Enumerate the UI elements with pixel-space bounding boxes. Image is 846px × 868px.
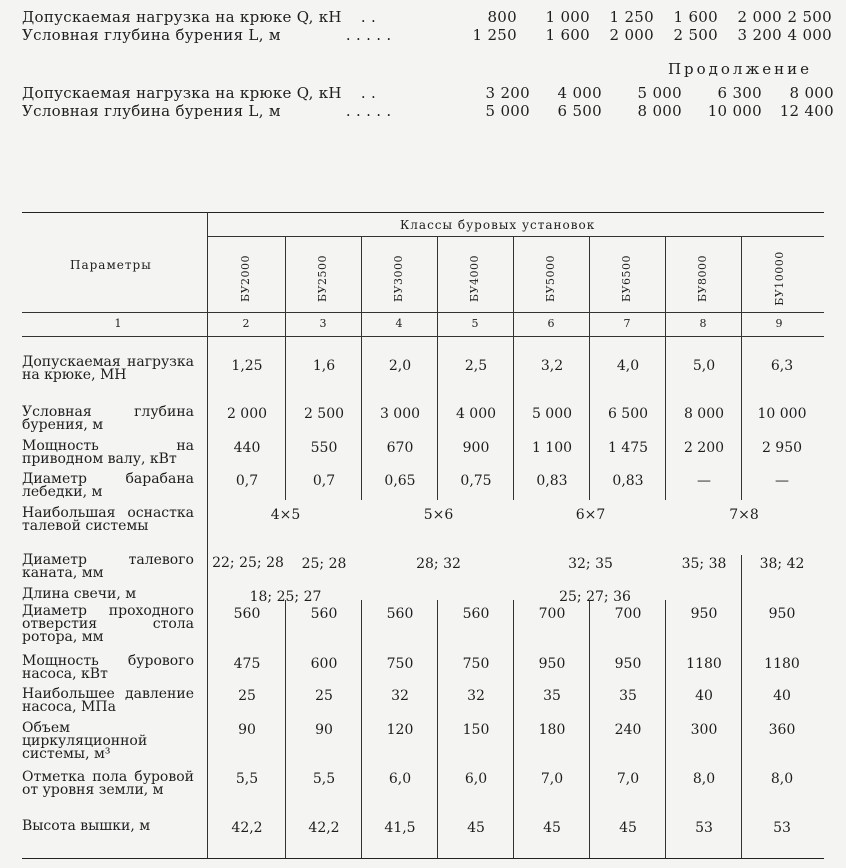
table-cell: 6,0 bbox=[388, 771, 412, 787]
header-rule bbox=[22, 312, 824, 313]
col-divider bbox=[285, 600, 286, 858]
param-rope: Диаметр талевого каната, мм bbox=[22, 552, 194, 581]
table-cell: 950 bbox=[614, 656, 642, 672]
table-cell: 1 475 bbox=[607, 440, 649, 456]
intro-row-label: Условная глубина бурения L, м bbox=[22, 102, 281, 120]
table-cell: 3,2 bbox=[540, 358, 564, 374]
table-cell: 750 bbox=[462, 656, 490, 672]
table-cell: 22; 25; 28 bbox=[212, 555, 284, 571]
table-cell-merged: 4×5 bbox=[270, 507, 301, 523]
table-cell: 10 000 bbox=[757, 406, 807, 422]
table-cell: 150 bbox=[462, 722, 490, 738]
col-divider bbox=[513, 236, 514, 336]
class-label: БУ2500 bbox=[316, 254, 330, 302]
table-cell: 240 bbox=[614, 722, 642, 738]
intro-row-dots: . . . . . bbox=[345, 26, 392, 44]
col-divider bbox=[589, 336, 590, 500]
param-load: Допускаемая нагрузка на крюке, МН bbox=[22, 354, 194, 383]
table-cell: 45 bbox=[467, 820, 485, 836]
table-cell: 0,7 bbox=[235, 473, 259, 489]
intro-row-label: Допускаемая нагрузка на крюке Q, кН bbox=[22, 84, 342, 102]
table-cell: 42,2 bbox=[308, 820, 340, 836]
classes-rule bbox=[207, 236, 824, 237]
intro2-row-load bbox=[22, 84, 834, 102]
class-label: БУ8000 bbox=[696, 254, 710, 302]
table-cell: 40 bbox=[695, 688, 713, 704]
column-number: 8 bbox=[699, 317, 707, 330]
table-cell: 550 bbox=[310, 440, 338, 456]
param-pump-pressure: Наибольшее давление насоса, МПа bbox=[22, 686, 194, 715]
param-depth: Условная глубина бурения, м bbox=[22, 404, 194, 433]
table-cell: 560 bbox=[386, 606, 414, 622]
class-label: БУ10000 bbox=[772, 250, 786, 306]
table-cell: 90 bbox=[238, 722, 256, 738]
class-label: БУ2000 bbox=[239, 254, 253, 302]
table-cell: 300 bbox=[690, 722, 718, 738]
table-cell: 53 bbox=[773, 820, 791, 836]
table-cell-merged: 6×7 bbox=[575, 507, 606, 523]
intro-value: 4 000 bbox=[787, 26, 832, 44]
intro-row-depth bbox=[22, 26, 832, 44]
intro-row-label: Условная глубина бурения L, м bbox=[22, 26, 281, 44]
table-cell: 2 950 bbox=[761, 440, 803, 456]
intro-value: 5 000 bbox=[485, 102, 530, 120]
col-divider bbox=[285, 336, 286, 500]
col-divider bbox=[207, 212, 208, 858]
table-cell: 25 bbox=[315, 688, 333, 704]
table-cell: 42,2 bbox=[231, 820, 263, 836]
table-cell: 5,0 bbox=[692, 358, 716, 374]
column-number: 2 bbox=[242, 317, 250, 330]
table-cell: 53 bbox=[695, 820, 713, 836]
col-divider bbox=[589, 236, 590, 336]
col-divider bbox=[589, 600, 590, 858]
table-cell: 1,25 bbox=[231, 358, 263, 374]
table-cell: 0,75 bbox=[460, 473, 492, 489]
table-cell: 2 200 bbox=[683, 440, 725, 456]
table-cell: 0,65 bbox=[384, 473, 416, 489]
col-divider bbox=[741, 555, 742, 858]
col-divider bbox=[741, 336, 742, 500]
column-number: 1 bbox=[114, 317, 122, 330]
header-parameters: Параметры bbox=[70, 258, 152, 272]
table-cell: — bbox=[697, 473, 711, 489]
intro-value: 2 000 bbox=[609, 26, 654, 44]
table-cell: 32 bbox=[391, 688, 409, 704]
intro-value: 1 600 bbox=[545, 26, 590, 44]
intro2-row-depth bbox=[22, 102, 834, 120]
intro-value: 1 000 bbox=[545, 8, 590, 26]
intro-value: 1 600 bbox=[673, 8, 718, 26]
table-cell: 4 000 bbox=[455, 406, 497, 422]
col-divider bbox=[437, 236, 438, 336]
intro-value: 12 400 bbox=[779, 102, 834, 120]
column-number: 3 bbox=[319, 317, 327, 330]
table-cell: 1180 bbox=[764, 656, 800, 672]
intro-row-dots: . . bbox=[360, 84, 377, 102]
table-cell: 25 bbox=[238, 688, 256, 704]
table-cell: 35 bbox=[619, 688, 637, 704]
table-cell: 6 500 bbox=[607, 406, 649, 422]
table-cell: 3 000 bbox=[379, 406, 421, 422]
table-cell: 180 bbox=[538, 722, 566, 738]
table-cell: 32 bbox=[467, 688, 485, 704]
intro-value: 2 500 bbox=[673, 26, 718, 44]
col-divider bbox=[437, 600, 438, 858]
table-cell: 560 bbox=[310, 606, 338, 622]
intro-value: 3 200 bbox=[485, 84, 530, 102]
param-circulation: Объем циркуляционной системы, м³ bbox=[22, 720, 148, 762]
col-divider bbox=[513, 600, 514, 858]
table-cell: 440 bbox=[233, 440, 261, 456]
column-number: 4 bbox=[395, 317, 403, 330]
table-cell: 40 bbox=[773, 688, 791, 704]
table-cell: 25; 28 bbox=[301, 556, 347, 572]
table-cell-merged: 7×8 bbox=[729, 507, 759, 523]
table-cell: 950 bbox=[690, 606, 718, 622]
param-pump-power: Мощность бурового насоса, кВт bbox=[22, 653, 194, 682]
table-cell-merged: 5×6 bbox=[423, 507, 454, 523]
table-cell: 8,0 bbox=[692, 771, 716, 787]
column-number: 9 bbox=[775, 317, 783, 330]
table-cell: 2,5 bbox=[464, 358, 488, 374]
class-label: БУ5000 bbox=[544, 254, 558, 302]
numbers-rule bbox=[22, 336, 824, 337]
table-cell: — bbox=[775, 473, 789, 489]
table-cell: 35; 38 bbox=[681, 556, 727, 572]
table-cell-merged: 32; 35 bbox=[568, 556, 613, 572]
param-rotor: Диаметр проходного отверстия стола ротора, мм bbox=[22, 603, 194, 645]
table-cell: 4,0 bbox=[616, 358, 640, 374]
table-cell: 0,7 bbox=[312, 473, 336, 489]
table-cell: 6,0 bbox=[464, 771, 488, 787]
table-cell: 120 bbox=[386, 722, 414, 738]
col-divider bbox=[361, 600, 362, 858]
table-cell: 90 bbox=[315, 722, 333, 738]
table-cell: 950 bbox=[768, 606, 796, 622]
table-top-rule bbox=[22, 212, 824, 213]
table-cell: 35 bbox=[543, 688, 561, 704]
intro-value: 4 000 bbox=[557, 84, 602, 102]
intro-value: 800 bbox=[487, 8, 517, 26]
col-divider bbox=[361, 236, 362, 336]
table-cell: 1,6 bbox=[312, 358, 336, 374]
intro-value: 2 000 bbox=[737, 8, 782, 26]
intro-value: 8 000 bbox=[637, 102, 682, 120]
table-cell: 0,83 bbox=[536, 473, 568, 489]
table-cell: 360 bbox=[768, 722, 796, 738]
intro-value: 2 500 bbox=[787, 8, 832, 26]
table-cell: 8 000 bbox=[683, 406, 725, 422]
intro-row-load bbox=[22, 8, 832, 26]
col-divider bbox=[665, 236, 666, 336]
intro-value: 5 000 bbox=[637, 84, 682, 102]
table-cell-merged: 25; 27; 36 bbox=[559, 589, 631, 605]
param-floor: Отметка пола буровой от уровня земли, м bbox=[22, 769, 194, 798]
column-number: 6 bbox=[547, 317, 555, 330]
table-cell: 1 100 bbox=[531, 440, 573, 456]
col-divider bbox=[741, 236, 742, 336]
table-cell: 950 bbox=[538, 656, 566, 672]
table-cell: 45 bbox=[543, 820, 561, 836]
table-bottom-rule bbox=[22, 858, 824, 859]
table-cell: 475 bbox=[233, 656, 261, 672]
intro-value: 6 300 bbox=[717, 84, 762, 102]
intro-value: 10 000 bbox=[707, 102, 762, 120]
column-number: 7 bbox=[623, 317, 631, 330]
table-cell: 41,5 bbox=[384, 820, 416, 836]
table-cell: 5 000 bbox=[531, 406, 573, 422]
table-cell: 45 bbox=[619, 820, 637, 836]
col-divider bbox=[285, 236, 286, 336]
intro-row-dots: . . . . . bbox=[345, 102, 392, 120]
param-mast: Высота вышки, м bbox=[22, 818, 151, 834]
header-classes: Классы буровых установок bbox=[400, 218, 596, 232]
class-label: БУ4000 bbox=[468, 254, 482, 302]
table-cell: 38; 42 bbox=[759, 556, 805, 572]
intro-row-label: Допускаемая нагрузка на крюке Q, кН bbox=[22, 8, 342, 26]
table-cell: 6,3 bbox=[770, 358, 794, 374]
table-cell: 5,5 bbox=[312, 771, 336, 787]
table-cell: 700 bbox=[538, 606, 566, 622]
table-cell: 700 bbox=[614, 606, 642, 622]
table-cell: 0,83 bbox=[612, 473, 644, 489]
intro-value: 6 500 bbox=[557, 102, 602, 120]
intro-row-dots: . . bbox=[360, 8, 377, 26]
col-divider bbox=[437, 336, 438, 500]
continuation-label: Продолжение bbox=[667, 60, 812, 78]
col-divider bbox=[665, 600, 666, 858]
param-reeving: Наибольшая оснастка талевой системы bbox=[22, 505, 194, 534]
table-cell: 2,0 bbox=[388, 358, 412, 374]
intro-value: 8 000 bbox=[789, 84, 834, 102]
table-cell-merged: 18; 25; 27 bbox=[249, 589, 322, 605]
table-cell: 560 bbox=[233, 606, 261, 622]
table-cell-merged: 28; 32 bbox=[416, 556, 461, 572]
table-cell: 1180 bbox=[686, 656, 722, 672]
param-stand: Длина свечи, м bbox=[22, 586, 137, 602]
table-cell: 600 bbox=[310, 656, 338, 672]
table-cell: 5,5 bbox=[235, 771, 259, 787]
intro-value: 1 250 bbox=[472, 26, 517, 44]
column-number: 5 bbox=[471, 317, 479, 330]
col-divider bbox=[513, 336, 514, 500]
table-cell: 2 000 bbox=[226, 406, 268, 422]
table-cell: 2 500 bbox=[303, 406, 345, 422]
intro-value: 3 200 bbox=[737, 26, 782, 44]
intro-value: 1 250 bbox=[609, 8, 654, 26]
table-cell: 670 bbox=[386, 440, 414, 456]
param-drum: Диаметр барабана лебедки, м bbox=[22, 471, 194, 500]
class-label: БУ3000 bbox=[392, 254, 406, 302]
table-cell: 7,0 bbox=[616, 771, 640, 787]
col-divider bbox=[665, 336, 666, 500]
class-label: БУ6500 bbox=[620, 254, 634, 302]
table-cell: 7,0 bbox=[540, 771, 564, 787]
table-cell: 560 bbox=[462, 606, 490, 622]
col-divider bbox=[361, 336, 362, 500]
param-power: Мощность на приводном валу, кВт bbox=[22, 438, 194, 467]
table-cell: 750 bbox=[386, 656, 414, 672]
table-cell: 8,0 bbox=[770, 771, 794, 787]
table-cell: 900 bbox=[462, 440, 490, 456]
